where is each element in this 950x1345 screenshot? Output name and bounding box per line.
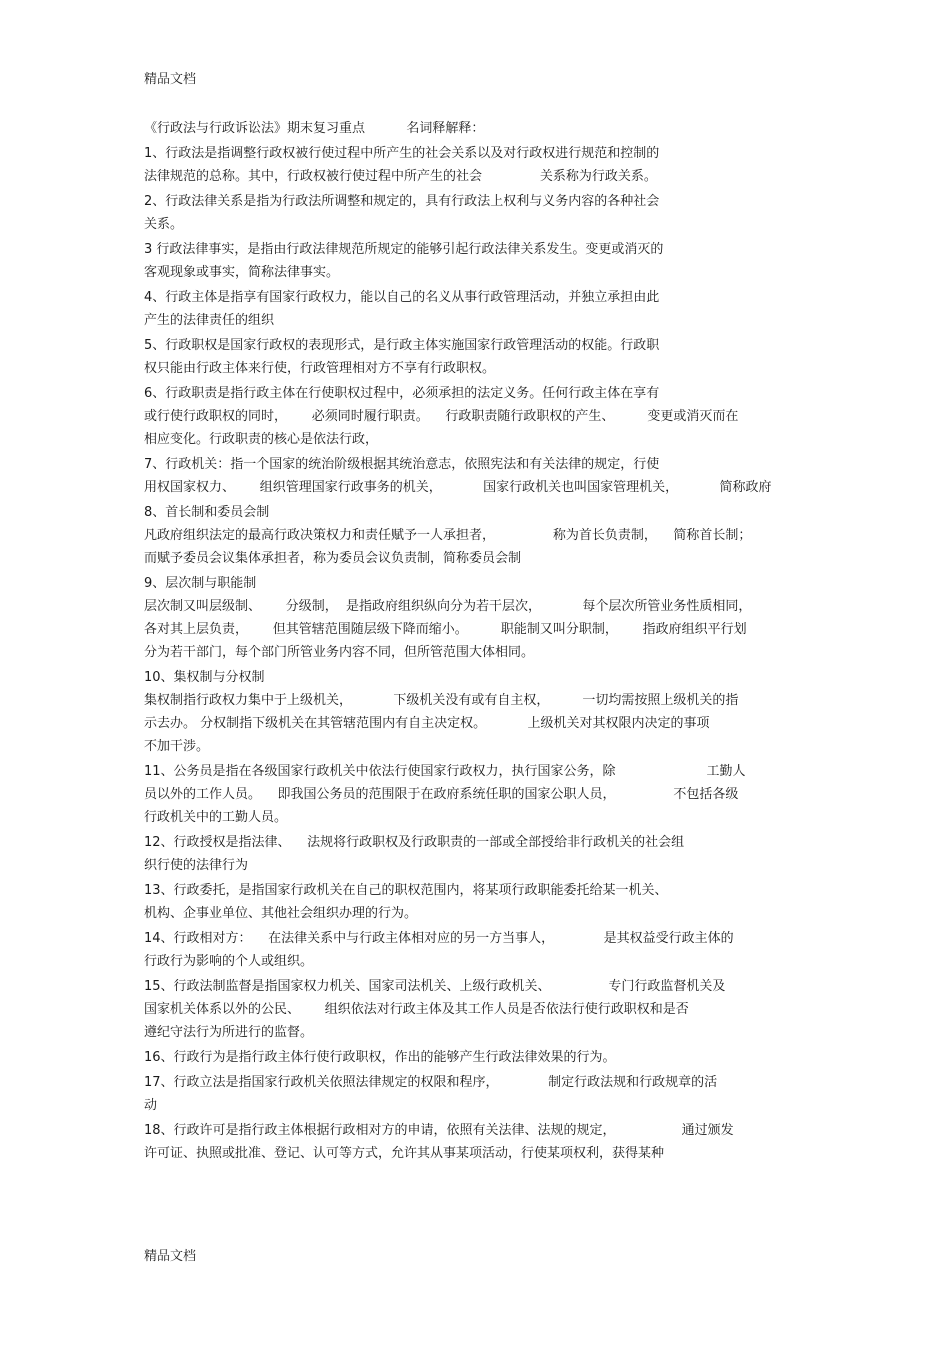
- page-footer-label: 精品文档: [144, 1249, 197, 1264]
- definition-line: 凡政府组织法定的最高行政决策权力和责任赋予一人承担者， 称为首长负责制， 简称首长制；: [144, 528, 752, 543]
- definition-line: 10、集权制与分权制: [144, 670, 265, 685]
- definition-line: 集权制指行政权力集中于上级机关， 下级机关没有或有自主权， 一切均需按照上级机关的指: [144, 693, 739, 708]
- definition-line: 机构、企事业单位、其他社会组织办理的行为。: [144, 906, 418, 921]
- definition-entry: [144, 930, 814, 970]
- definition-entry: [144, 456, 814, 496]
- definition-entry: [144, 1122, 814, 1162]
- definition-line: 织行使的法律行为: [144, 858, 249, 873]
- definition-line: 不加干涉。: [144, 739, 210, 754]
- definition-line: 14、行政相对方： 在法律关系中与行政主体相对应的另一方当事人， 是其权益受行政主体的: [144, 931, 734, 946]
- definition-entry: [144, 669, 814, 755]
- definition-entry: [144, 1049, 814, 1066]
- definition-line: 16、行政行为是指行政主体行使行政职权，作出的能够产生行政法律效果的行为。: [144, 1050, 616, 1065]
- definition-line: 遵纪守法行为所进行的监督。: [144, 1025, 314, 1040]
- definition-line: 产生的法律责任的组织: [144, 313, 275, 328]
- definition-line: 2、行政法律关系是指为行政法所调整和规定的，具有行政法上权利与义务内容的各种社会: [144, 194, 660, 209]
- definition-entry: [144, 504, 814, 567]
- definition-line: 各对其上层负责， 但其管辖范围随层级下降而缩小。 职能制又叫分职制， 指政府组织平行划: [144, 622, 747, 637]
- definition-entry: [144, 978, 814, 1041]
- definition-line: 或行使行政职权的同时， 必须同时履行职责。 行政职责随行政职权的产生、 变更或消灭而在: [144, 409, 739, 424]
- definition-line: 国家机关体系以外的公民、 组织依法对行政主体及其工作人员是否依法行使行政职权和是否: [144, 1002, 689, 1017]
- definition-line: 1、行政法是指调整行政权被行使过程中所产生的社会关系以及对行政权进行规范和控制的: [144, 146, 660, 161]
- definition-line: 分为若干部门，每个部门所管业务内容不同，但所管范围大体相同。: [144, 645, 535, 660]
- definition-line: 3 行政法律事实，是指由行政法律规范所规定的能够引起行政法律关系发生。变更或消灭的: [144, 242, 664, 257]
- definition-entry: [144, 337, 814, 377]
- document-body: [144, 120, 814, 1170]
- definition-line: 18、行政许可是指行政主体根据行政相对方的申请，依照有关法律、法规的规定， 通过颁发: [144, 1123, 734, 1138]
- definition-line: 权只能由行政主体来行使，行政管理相对方不享有行政职权。: [144, 361, 496, 376]
- definition-list: [144, 145, 814, 1162]
- definition-line: 行政机关中的工勤人员。: [144, 810, 288, 825]
- definition-line: 8、首长制和委员会制: [144, 505, 270, 520]
- definition-entry: [144, 1074, 814, 1114]
- definition-line: 客观现象或事实，简称法律事实。: [144, 265, 340, 280]
- definition-line: 15、行政法制监督是指国家权力机关、国家司法机关、上级行政机关、 专门行政监督机关及: [144, 979, 726, 994]
- definition-line: 行政行为影响的个人或组织。: [144, 954, 314, 969]
- definition-line: 动: [144, 1098, 158, 1113]
- definition-line: 层次制又叫层级制、 分级制， 是指政府组织纵向分为若干层次， 每个层次所管业务性质相同，: [144, 599, 752, 614]
- definition-line: 相应变化。行政职责的核心是依法行政，: [144, 432, 379, 447]
- definition-line: 9、层次制与职能制: [144, 576, 257, 591]
- definition-entry: [144, 289, 814, 329]
- definition-line: 5、行政职权是国家行政权的表现形式，是行政主体实施国家行政管理活动的权能。行政职: [144, 338, 660, 353]
- definition-line: 17、行政立法是指国家行政机关依照法律规定的权限和程序， 制定行政法规和行政规章的活: [144, 1075, 718, 1090]
- definition-entry: [144, 193, 814, 233]
- definition-entry: [144, 834, 814, 874]
- definition-entry: [144, 385, 814, 448]
- definition-line: 用权国家权力、 组织管理国家行政事务的机关， 国家行政机关也叫国家管理机关， 简称政府: [144, 480, 772, 495]
- definition-line: 7、行政机关：指一个国家的统治阶级根据其统治意志，依照宪法和有关法律的规定，行使: [144, 457, 660, 472]
- definition-line: 12、行政授权是指法律、 法规将行政职权及行政职责的一部或全部授给非行政机关的社会组: [144, 835, 685, 850]
- definition-entry: [144, 241, 814, 281]
- definition-line: 示去办。 分权制指下级机关在其管辖范围内有自主决定权。 上级机关对其权限内决定的事项: [144, 716, 710, 731]
- definition-line: 4、行政主体是指享有国家行政权力，能以自己的名义从事行政管理活动，并独立承担由此: [144, 290, 660, 305]
- definition-line: 许可证、执照或批准、登记、认可等方式，允许其从事某项活动，行使某项权利，获得某种: [144, 1146, 665, 1161]
- definition-entry: [144, 882, 814, 922]
- definition-line: 员以外的工作人员。 即我国公务员的范围限于在政府系统任职的国家公职人员， 不包括各级: [144, 787, 739, 802]
- definition-line: 11、公务员是指在各级国家行政机关中依法行使国家行政权力，执行国家公务，除 工勤人: [144, 764, 746, 779]
- document-title: 《行政法与行政诉讼法》期末复习重点 名词释解释：: [144, 121, 485, 136]
- definition-line: 法律规范的总称。其中，行政权被行使过程中所产生的社会 关系称为行政关系。: [144, 169, 657, 184]
- definition-line: 而赋予委员会议集体承担者，称为委员会议负责制，简称委员会制: [144, 551, 522, 566]
- definition-entry: [144, 763, 814, 826]
- definition-entry: [144, 575, 814, 661]
- definition-line: 6、行政职责是指行政主体在行使职权过程中，必须承担的法定义务。任何行政主体在享有: [144, 386, 660, 401]
- page-header-label: 精品文档: [144, 72, 197, 87]
- definition-line: 13、行政委托，是指国家行政机关在自己的职权范围内，将某项行政职能委托给某一机关、: [144, 883, 668, 898]
- definition-entry: [144, 145, 814, 185]
- definition-line: 关系。: [144, 217, 184, 232]
